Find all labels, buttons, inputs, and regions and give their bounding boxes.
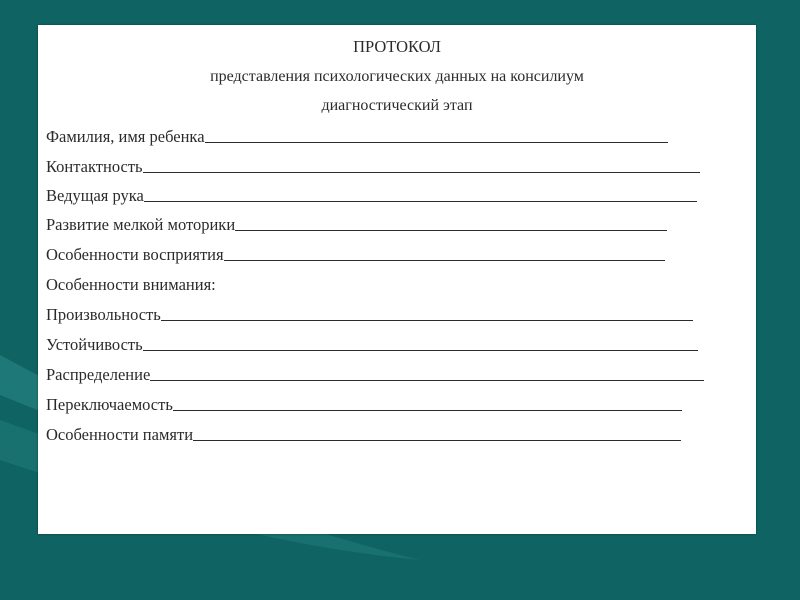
field-switching — [46, 393, 682, 415]
fill-line — [235, 230, 667, 231]
field-label: Особенности памяти — [46, 425, 194, 444]
field-child-name — [46, 125, 668, 147]
fill-line — [224, 260, 665, 261]
fill-line — [173, 410, 682, 411]
field-label: Распределение — [46, 365, 151, 384]
protocol-document — [38, 25, 756, 534]
field-label: Фамилия, имя ребенка — [46, 127, 205, 146]
field-label: Развитие мелкой моторики — [46, 215, 236, 234]
field-label: Устойчивость — [46, 335, 143, 354]
field-label: Ведущая рука — [46, 186, 144, 205]
field-attention — [46, 273, 216, 295]
fill-line — [205, 142, 668, 143]
field-label: Особенности восприятия — [46, 245, 224, 264]
field-leading-hand — [46, 184, 697, 206]
field-contact — [46, 155, 700, 177]
field-distribution — [46, 363, 704, 385]
field-perception — [46, 243, 665, 265]
document-subtitle: представления психологических данных на консилиум — [210, 68, 584, 85]
field-label: Произвольность — [46, 305, 161, 324]
field-label: Переключаемость — [46, 395, 173, 414]
document-title: ПРОТОКОЛ — [353, 37, 441, 56]
field-stability — [46, 333, 698, 355]
field-fine-motor — [46, 213, 667, 235]
fill-line — [161, 320, 693, 321]
field-label: Контактность — [46, 157, 143, 176]
fill-line — [150, 380, 704, 381]
fill-line — [193, 440, 681, 441]
field-voluntariness — [46, 303, 693, 325]
document-stage: диагностический этап — [321, 97, 473, 114]
fill-line — [144, 201, 697, 202]
field-memory — [46, 423, 681, 445]
field-label: Особенности внимания: — [46, 275, 216, 294]
fill-line — [143, 350, 698, 351]
fill-line — [143, 172, 700, 173]
